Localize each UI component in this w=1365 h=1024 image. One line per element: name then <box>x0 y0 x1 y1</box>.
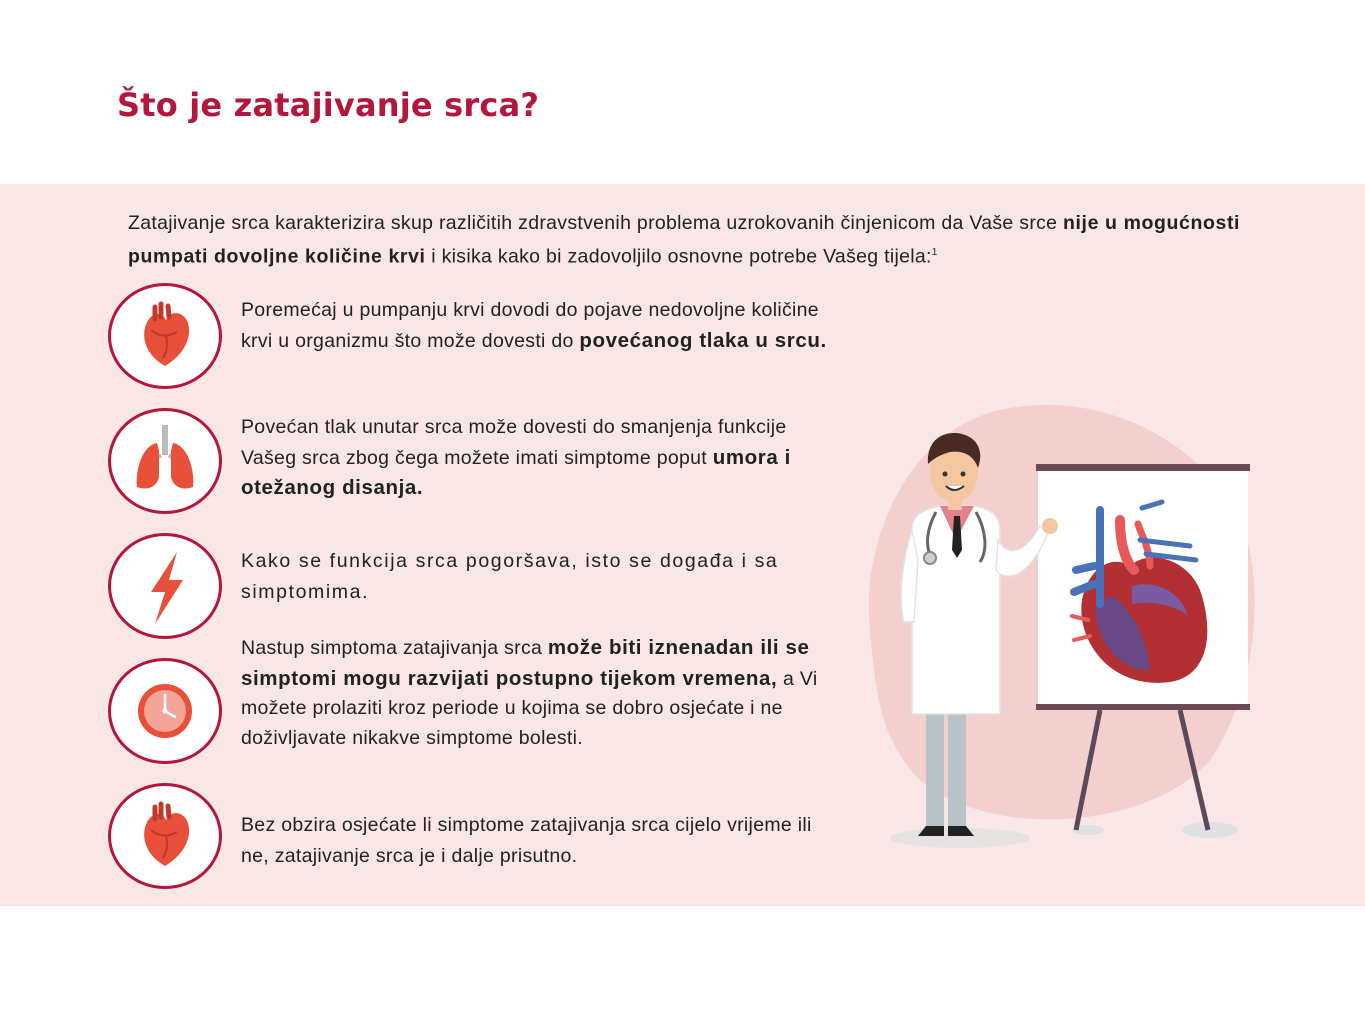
clock-icon <box>108 658 222 764</box>
lightning-icon <box>108 533 222 639</box>
heart-icon <box>108 283 222 389</box>
heart-graphic <box>111 286 219 386</box>
item-3-text <box>241 547 831 607</box>
lungs-graphic <box>111 411 219 511</box>
item-5-text <box>241 811 831 871</box>
item-4-text-1: Nastup simptoma zatajivanja srca <box>241 637 548 659</box>
item-5-text-1: Bez obzira osjećate li simptome zatajivanja srca cijelo vrijeme ili ne, zatajivanje srca je i dalje prisutno. <box>241 814 812 867</box>
intro-bold: nije u mogućnosti pumpati dovoljne količine krvi <box>128 212 1241 268</box>
heart-icon <box>108 783 222 889</box>
item-2-bold: umora i otežanog disanja. <box>241 445 791 499</box>
item-4-text <box>241 633 831 753</box>
item-1-text-1: Poremećaj u pumpanju krvi dovodi do pojave nedovoljne količine krvi u organizmu što može dovesti do <box>241 299 819 352</box>
heart-graphic <box>111 786 219 886</box>
item-3-text-1: Kako se funkcija srca pogoršava, isto se događa i sa simptomima. <box>241 550 779 603</box>
item-4-text-2: a Vi možete prolaziti kroz periode u kojima se dobro osjećate i ne doživljavate nikakve simptome bolesti. <box>241 667 818 749</box>
item-2-text <box>241 413 831 504</box>
intro-text-1: Zatajivanje srca karakterizira skup različitih zdravstvenih problema uzrokovanih činjenicom da Vaše srce <box>128 212 1064 234</box>
page-title: Što je zatajivanje srca? <box>117 86 540 124</box>
item-1-text <box>241 296 831 356</box>
item-4-bold: može biti iznenadan ili se simptomi mogu razvijati postupno tijekom vremena, <box>241 636 810 690</box>
intro-paragraph <box>128 209 1268 272</box>
clock-graphic <box>111 661 219 761</box>
item-2-text-1: Povećan tlak unutar srca može dovesti do smanjenja funkcije Vašeg srca zbog čega možete imati simptome poput <box>241 416 787 469</box>
doctor-illustration <box>850 390 1270 860</box>
lungs-icon <box>108 408 222 514</box>
doctor-illustration-graphic <box>850 390 1270 860</box>
item-1-bold: povećanog tlaka u srcu. <box>579 328 827 352</box>
intro-footnote: 1 <box>931 247 938 258</box>
lightning-graphic <box>111 536 219 636</box>
intro-text-2: i kisika kako bi zadovoljilo osnovne potrebe Vašeg tijela: <box>425 245 932 268</box>
